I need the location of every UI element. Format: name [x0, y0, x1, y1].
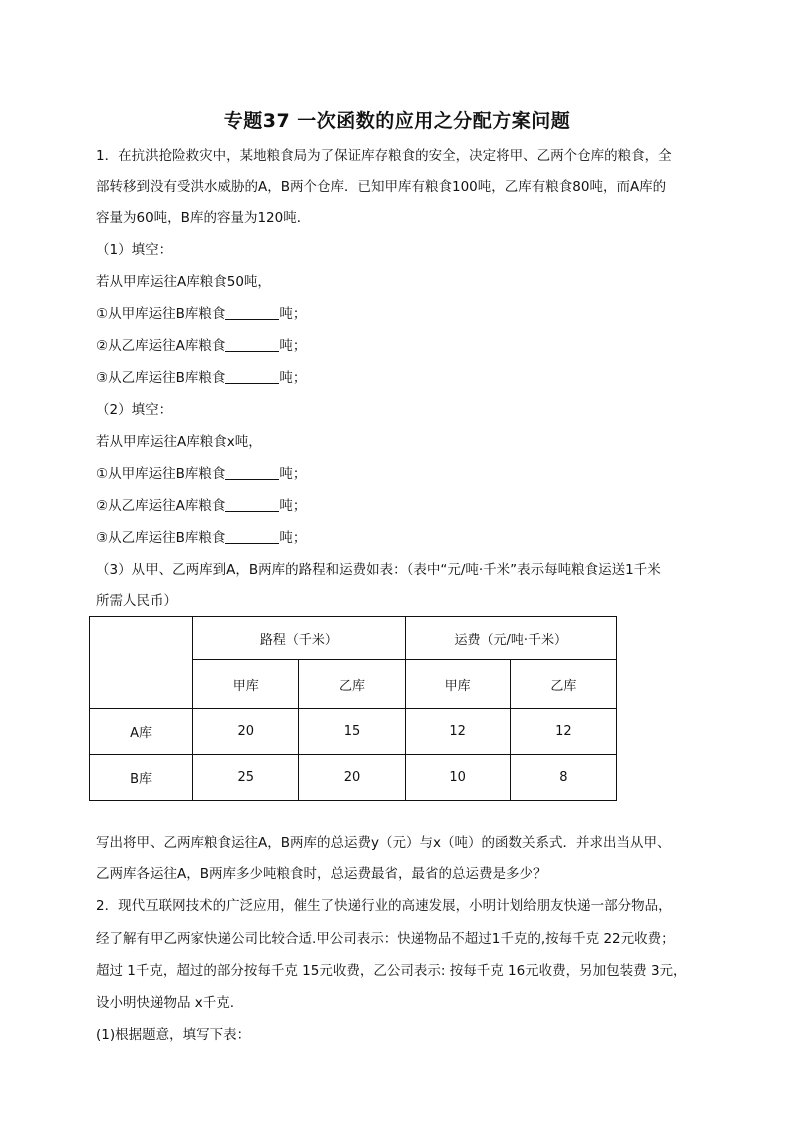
q1-text-line-2: 部转移到没有受洪水威胁的A，B两个仓库．已知甲库有粮食100吨，乙库有粮食80吨，而A库的	[96, 179, 667, 195]
table-subheader-cell: 甲库	[405, 660, 510, 709]
item-suffix: 吨；	[279, 530, 307, 546]
q2-text-line-2: 经了解有甲乙两家快递公司比较合适.甲公司表示：快递物品不超过1千克的,按每千克 22元收费；	[96, 931, 675, 947]
table-subheader-cell: 乙库	[510, 660, 616, 709]
distance-cost-table	[89, 616, 617, 801]
table-group-header: 运费（元/吨·千米）	[405, 617, 616, 660]
table-corner-cell	[90, 617, 193, 709]
part2-intro: 若从甲库运往A库粮食x吨，	[96, 434, 262, 450]
part3-text-line-1: （3）从甲、乙两库到A，B两库的路程和运费如表：（表中“元/吨·千米”表示每吨粮食运送1千米	[96, 562, 661, 578]
item-prefix: ③从乙库运往B库粮食	[96, 370, 226, 386]
item-suffix: 吨；	[279, 466, 307, 482]
answer-blank[interactable]	[225, 529, 279, 544]
q1-followup-line-2: 乙两库各运往A，B两库多少吨粮食时，总运费最省，最省的总运费是多少？	[96, 866, 547, 882]
answer-blank[interactable]	[225, 305, 279, 320]
item-prefix: ②从乙库运往A库粮食	[96, 338, 226, 354]
q2-text-line-3: 超过 1千克，超过的部分按每千克 15元收费，乙公司表示: 按每千克 16元收费，另加包装费 3元，	[96, 963, 687, 979]
q1-followup-line-1: 写出将甲、乙两库粮食运往A，B两库的总运费y（元）与x（吨）的函数关系式．并求出当从甲、	[96, 835, 671, 851]
q1-text-line-3: 容量为60吨，B库的容量为120吨．	[96, 210, 311, 226]
table-cell: 20	[299, 755, 405, 801]
part3-text-line-2: 所需人民币）	[96, 593, 177, 609]
table-cell: 12	[510, 709, 616, 755]
part2-header: （2）填空：	[96, 402, 173, 418]
part1-item-3	[96, 368, 306, 388]
item-suffix: 吨；	[279, 306, 307, 322]
item-suffix: 吨；	[279, 498, 307, 514]
table-group-header: 路程（千米）	[193, 617, 405, 660]
q1-text-line-1: 1．在抗洪抢险救灾中，某地粮食局为了保证库存粮食的安全，决定将甲、乙两个仓库的粮食，全	[96, 148, 672, 164]
part2-item-2	[96, 496, 306, 516]
table-subheader-cell: 乙库	[299, 660, 405, 709]
table-subheader-cell: 甲库	[193, 660, 299, 709]
table-cell: 15	[299, 709, 405, 755]
item-prefix: ②从乙库运往A库粮食	[96, 498, 226, 514]
item-prefix: ①从甲库运往B库粮食	[96, 306, 226, 322]
item-suffix: 吨；	[279, 370, 307, 386]
q2-text-line-4: 设小明快递物品 x千克.	[96, 995, 235, 1011]
answer-blank[interactable]	[225, 369, 279, 384]
item-suffix: 吨；	[279, 338, 307, 354]
part2-item-1	[96, 464, 306, 484]
table-row	[90, 755, 617, 801]
table-header-row	[90, 617, 617, 660]
part1-intro: 若从甲库运往A库粮食50吨，	[96, 274, 271, 290]
answer-blank[interactable]	[225, 465, 279, 480]
item-prefix: ①从甲库运往B库粮食	[96, 466, 226, 482]
table-cell: 20	[193, 709, 299, 755]
part2-item-3	[96, 528, 306, 548]
item-prefix: ③从乙库运往B库粮食	[96, 530, 226, 546]
table-row-label: A库	[90, 709, 193, 755]
table-cell: 12	[405, 709, 510, 755]
part1-header: （1）填空：	[96, 242, 173, 258]
q2-text-line-5: (1)根据题意，填写下表：	[96, 1027, 251, 1043]
table-row-label: B库	[90, 755, 193, 801]
table-cell: 25	[193, 755, 299, 801]
table-cell: 8	[510, 755, 616, 801]
part1-item-1	[96, 304, 306, 324]
answer-blank[interactable]	[225, 497, 279, 512]
page-title: 专题37 一次函数的应用之分配方案问题	[223, 110, 571, 132]
answer-blank[interactable]	[225, 337, 279, 352]
part1-item-2	[96, 336, 306, 356]
table-cell: 10	[405, 755, 510, 801]
q2-text-line-1: 2．现代互联网技术的广泛应用，催生了快递行业的高速发展，小明计划给朋友快递一部分物品，	[96, 898, 672, 914]
table-row	[90, 709, 617, 755]
